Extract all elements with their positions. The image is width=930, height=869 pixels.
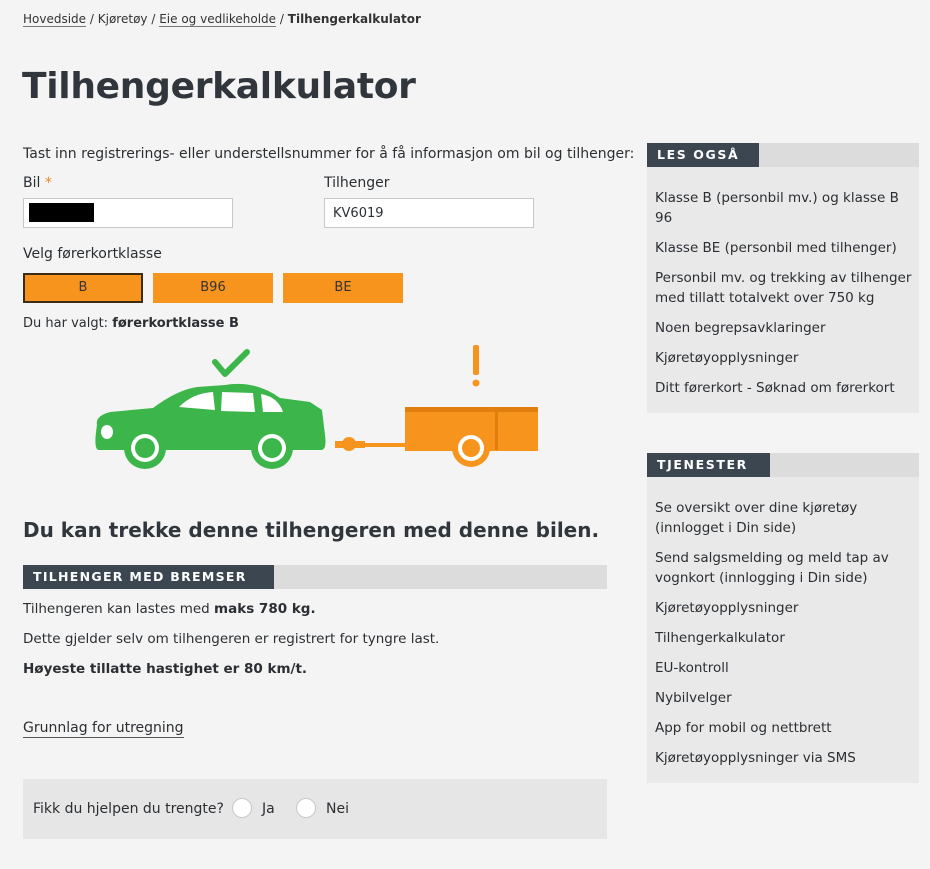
breadcrumb-current: Tilhengerkalkulator (287, 12, 421, 26)
breadcrumb (23, 12, 421, 26)
see-also-link-license-application[interactable]: Ditt førerkort - Søknad om førerkort (655, 380, 895, 396)
breadcrumb-separator: / (89, 12, 94, 26)
car-trailer-illustration (85, 340, 545, 470)
services-link-my-vehicles[interactable]: Se oversikt over dine kjøretøy (innlogget i Din side) (655, 500, 858, 536)
services-link-new-car-selector[interactable]: Nybilvelger (655, 690, 732, 706)
feedback-yes-radio[interactable] (232, 798, 252, 818)
feedback-question: Fikk du hjelpen du trengte? (33, 801, 224, 817)
car-label-text: Bil (23, 175, 41, 191)
breadcrumb-separator: / (279, 12, 284, 26)
car-label (23, 175, 52, 191)
registered-load-note: Dette gjelder selv om tilhengeren er registrert for tyngre last. (23, 631, 440, 647)
chosen-value: førerkortklasse B (112, 316, 239, 331)
max-load-text (23, 601, 316, 617)
max-load-value: maks 780 kg. (214, 601, 316, 617)
section-title: TILHENGER MED BREMSER (23, 565, 274, 589)
services-title: TJENESTER (647, 453, 770, 477)
form-intro: Tast inn registrerings- eller understellsnummer for å få informasjon om bil og tilhenger: (23, 146, 635, 162)
breadcrumb-vehicles: Kjøretøy (97, 12, 148, 26)
breadcrumb-home-link[interactable]: Hovedside (23, 12, 87, 26)
page-title: Tilhengerkalkulator (22, 66, 416, 107)
breadcrumb-separator: / (151, 12, 156, 26)
see-also-link-definitions[interactable]: Noen begrepsavklaringer (655, 320, 826, 336)
services-link-trailer-calculator[interactable]: Tilhengerkalkulator (655, 630, 785, 646)
class-button-be[interactable]: BE (283, 273, 403, 303)
max-load-prefix: Tilhengeren kan lastes med (23, 601, 210, 617)
services-header (647, 453, 919, 477)
class-button-b[interactable]: B (23, 273, 143, 303)
checkmark-icon (215, 352, 247, 374)
feedback-no-radio[interactable] (296, 798, 316, 818)
max-speed-text: Høyeste tillatte hastighet er 80 km/t. (23, 661, 308, 677)
services-box (647, 453, 919, 783)
see-also-link-towing-over-750[interactable]: Personbil mv. og trekking av tilhenger med tillatt totalvekt over 750 kg (655, 270, 912, 306)
exclamation-icon (473, 345, 480, 387)
services-link-sales-report[interactable]: Send salgsmelding og meld tap av vognkort (innlogging i Din side) (655, 550, 889, 586)
feedback-no-label[interactable]: Nei (326, 801, 349, 817)
trailer-icon (405, 407, 538, 467)
see-also-box (647, 143, 919, 413)
redacted-value (29, 203, 94, 222)
license-class-label: Velg førerkortklasse (23, 246, 162, 262)
feedback-yes-label[interactable]: Ja (262, 801, 275, 817)
see-also-link-class-be[interactable]: Klasse BE (personbil med tilhenger) (655, 240, 897, 256)
result-headline: Du kan trekke denne tilhengeren med denne bilen. (23, 518, 600, 542)
see-also-header (647, 143, 919, 167)
services-link-sms-info[interactable]: Kjøretøyopplysninger via SMS (655, 750, 856, 766)
services-link-eu-control[interactable]: EU-kontroll (655, 660, 729, 676)
see-also-link-class-b[interactable]: Klasse B (personbil mv.) og klasse B 96 (655, 190, 899, 226)
calculation-basis-link[interactable]: Grunnlag for utregning (23, 720, 184, 736)
chosen-class-text (23, 316, 239, 331)
required-mark: * (44, 175, 52, 191)
breadcrumb-own-maintain-link[interactable]: Eie og vedlikeholde (159, 12, 277, 26)
see-also-link-vehicle-info[interactable]: Kjøretøyopplysninger (655, 350, 799, 366)
trailer-brakes-section-header (23, 565, 607, 589)
see-also-title: LES OGSÅ (647, 143, 759, 167)
trailer-registration-input[interactable] (324, 198, 534, 228)
car-icon (95, 384, 325, 469)
services-link-mobile-app[interactable]: App for mobil og nettbrett (655, 720, 832, 736)
feedback-box (23, 779, 607, 839)
class-button-b96[interactable]: B96 (153, 273, 273, 303)
chosen-prefix: Du har valgt: (23, 316, 109, 331)
tow-bar-icon (335, 437, 411, 451)
services-link-vehicle-info[interactable]: Kjøretøyopplysninger (655, 600, 799, 616)
trailer-label: Tilhenger (324, 175, 390, 191)
